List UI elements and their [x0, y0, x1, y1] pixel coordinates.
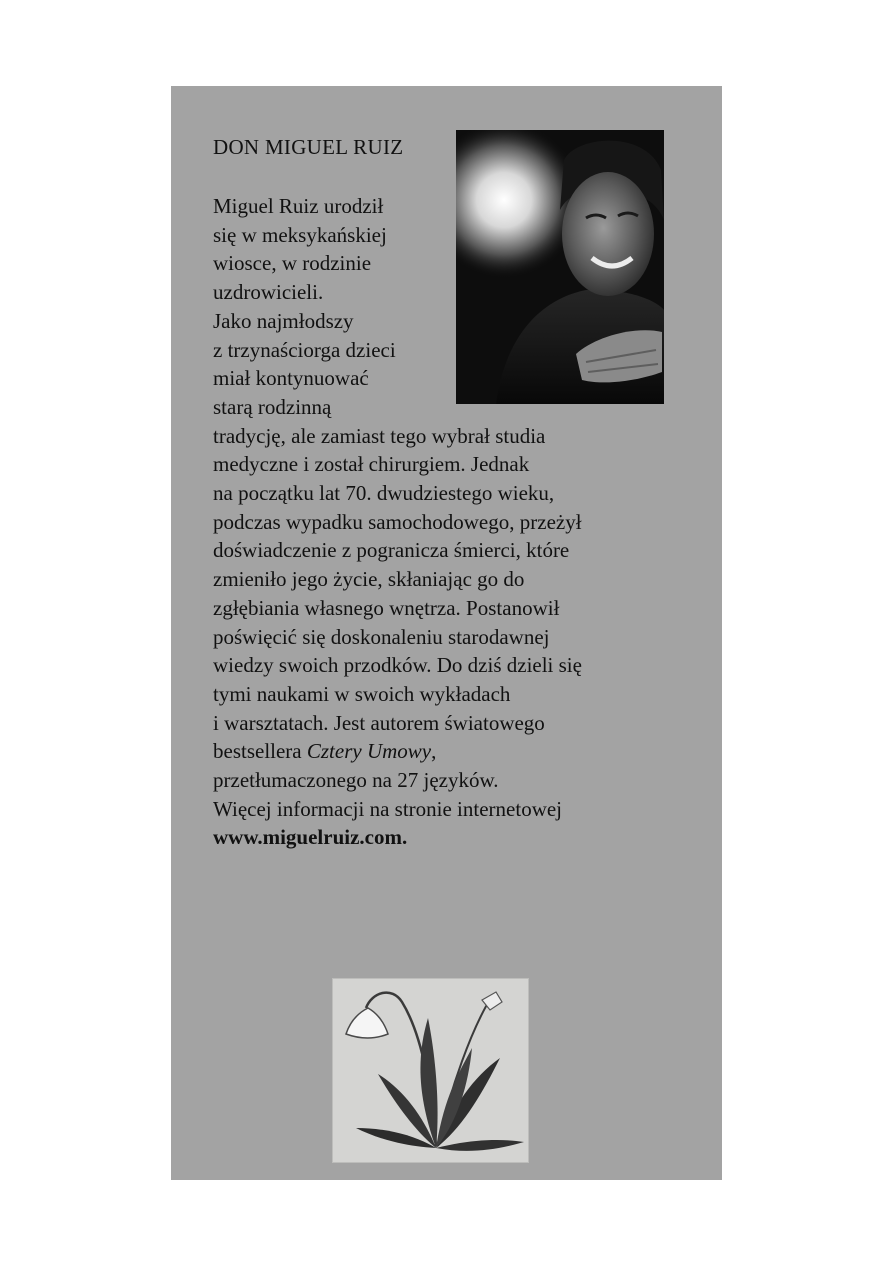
bio-line: starą rodzinną: [213, 394, 332, 419]
translated-line: przetłumaczonego na 27 języków.: [213, 768, 499, 793]
bio-line: wiedzy swoich przodków. Do dziś dzieli się: [213, 653, 582, 678]
bio-line: miał kontynuować: [213, 366, 369, 391]
bio-line: i warsztatach. Jest autorem światowego: [213, 710, 545, 735]
bestseller-prefix: bestsellera: [213, 739, 307, 764]
bio-line: z trzynaściorga dzieci: [213, 337, 396, 362]
bio-line: na początku lat 70. dwudziestego wieku,: [213, 481, 555, 506]
book-flap-panel: [171, 86, 722, 1180]
flower-ornament-icon: [332, 978, 529, 1163]
bestseller-suffix: ,: [431, 739, 437, 764]
more-info-line: Więcej informacji na stronie internetowej: [213, 796, 563, 821]
bio-line: podczas wypadku samochodowego, przeżył: [213, 509, 582, 534]
flower-ornament: [332, 978, 529, 1163]
website-link[interactable]: www.miguelruiz.com.: [213, 825, 408, 850]
bio-line: Jako najmłodszy: [213, 308, 354, 333]
bio-line: poświęcić się doskonaleniu starodawnej: [213, 624, 550, 649]
book-title: Cztery Umowy: [306, 739, 432, 764]
bio-line: tymi naukami w swoich wykładach: [213, 681, 511, 706]
bio-line: się w meksykańskiej: [213, 222, 387, 247]
author-heading: DON MIGUEL RUIZ: [213, 135, 404, 159]
bio-line: tradycję, ale zamiast tego wybrał studia: [213, 423, 546, 448]
bio-line: zgłębiania własnego wnętrza. Postanowił: [213, 595, 560, 620]
bio-line: Miguel Ruiz urodził: [213, 194, 384, 218]
bio-line: wiosce, w rodzinie: [213, 251, 372, 276]
bio-line: doświadczenie z pogranicza śmierci, które: [213, 538, 570, 563]
bio-line: medyczne i został chirurgiem. Jednak: [213, 452, 530, 477]
bestseller-line: [213, 737, 668, 766]
bio-line: uzdrowicieli.: [213, 280, 324, 305]
author-biography: [213, 192, 668, 852]
bio-line: zmieniło jego życie, skłaniając go do: [213, 567, 525, 592]
